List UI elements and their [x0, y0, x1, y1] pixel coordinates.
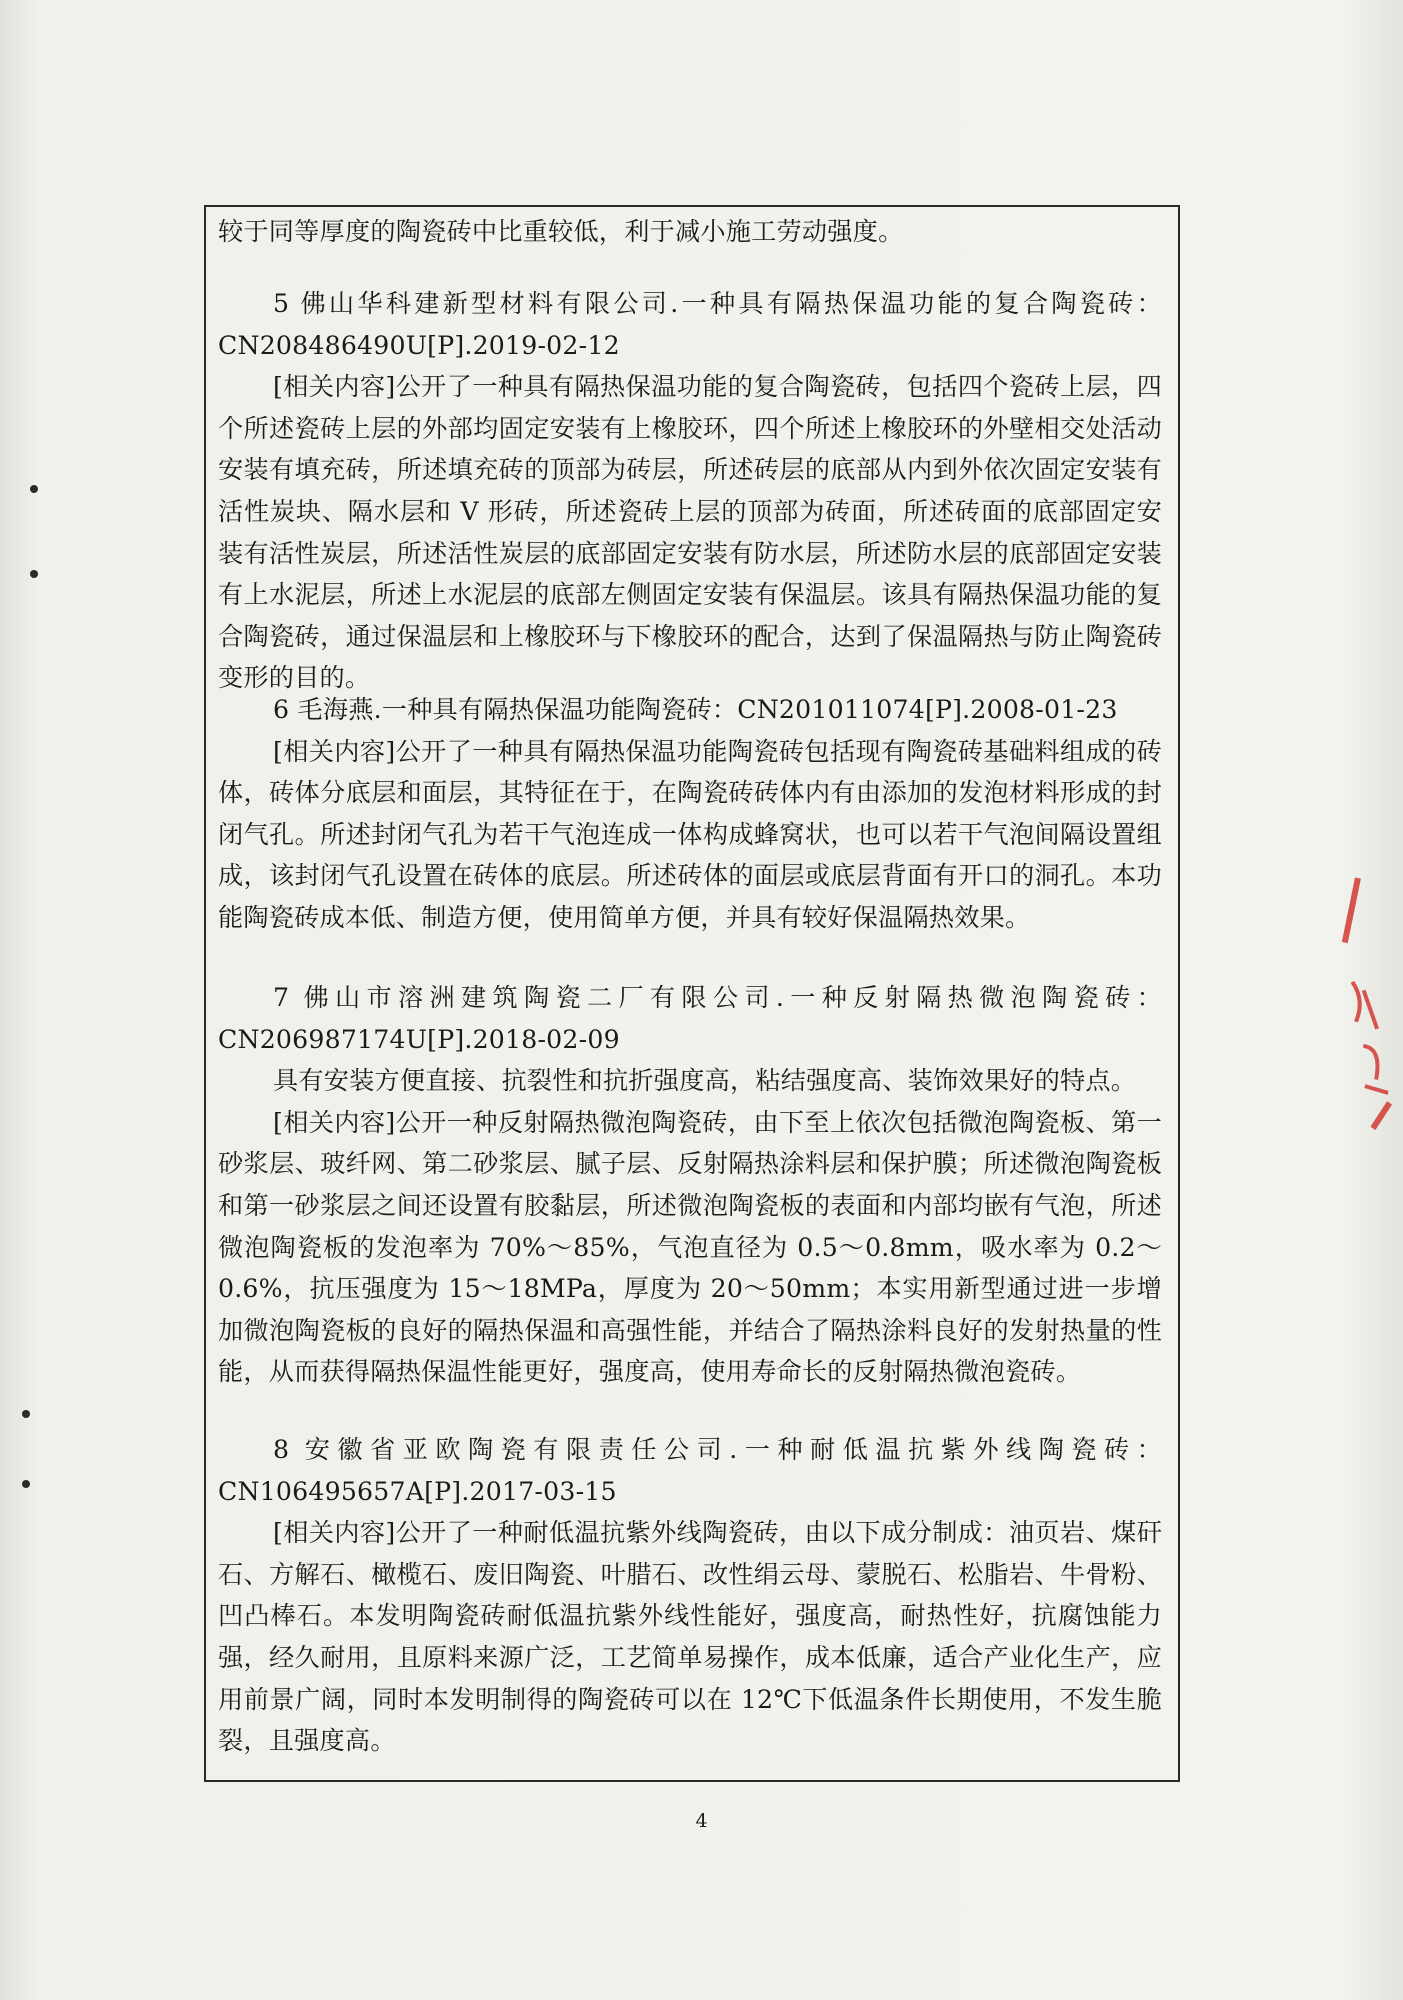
reference-entry-5: [218, 283, 1162, 699]
reference-summary: [相关内容]公开了一种具有隔热保温功能的复合陶瓷砖，包括四个瓷砖上层，四个所述瓷砖上层的外部均固定安装有上橡胶环，四个所述上橡胶环的外壁相交处活动安装有填充砖，所述填充砖的顶部为砖层，所述砖层的底部从内到外依次固定安装有活性炭块、隔水层和 V 形砖，所述瓷砖上层的顶部为砖面，所述砖面的底部固定安装有活性炭层，所述活性炭层的底部固定安装有防水层，所述防水层的底部固定安装有上水泥层，所述上水泥层的底部左侧固定安装有保温层。该具有隔热保温功能的复合陶瓷砖，通过保温层和上橡胶环与下橡胶环的配合，达到了保温隔热与防止陶瓷砖变形的目的。: [218, 372, 1162, 693]
reference-feature-note: 具有安装方便直接、抗裂性和抗折强度高，粘结强度高、装饰效果好的特点。: [273, 1066, 1137, 1096]
punch-hole-4: [22, 1480, 30, 1488]
reference-citation: 5 佛山华科建新型材料有限公司.一种具有隔热保温功能的复合陶瓷砖：CN208486490U[P].2019-02-12: [218, 289, 1162, 360]
entry-continuation-text: 较于同等厚度的陶瓷砖中比重较低，利于减小施工劳动强度。: [218, 217, 904, 246]
reference-summary: [相关内容]公开了一种耐低温抗紫外线陶瓷砖，由以下成分制成：油页岩、煤矸石、方解石、橄榄石、废旧陶瓷、叶腊石、改性绢云母、蒙脱石、松脂岩、牛骨粉、凹凸棒石。本发明陶瓷砖耐低温抗紫外线性能好，强度高，耐热性好，抗腐蚀能力强，经久耐用，且原料来源广泛，工艺简单易操作，成本低廉，适合产业化生产，应用前景广阔，同时本发明制得的陶瓷砖可以在 12℃下低温条件长期使用，不发生脆裂，且强度高。: [218, 1518, 1162, 1756]
page-number: 4: [695, 1810, 708, 1832]
punch-hole-2: [30, 570, 38, 578]
entry-continuation: [218, 211, 1162, 253]
reference-citation: 7 佛山市溶洲建筑陶瓷二厂有限公司.一种反射隔热微泡陶瓷砖：CN206987174U[P].2018-02-09: [218, 983, 1162, 1054]
reference-entry-8: [218, 1429, 1162, 1762]
punch-hole-3: [22, 1410, 30, 1418]
punch-hole-1: [30, 485, 38, 493]
reference-entry-6: [218, 689, 1162, 939]
reference-citation: 6 毛海燕.一种具有隔热保温功能陶瓷砖：CN201011074[P].2008-01-23: [273, 695, 1118, 724]
reference-box: [204, 205, 1180, 1782]
reference-entry-7: [218, 977, 1162, 1393]
reference-summary: [相关内容]公开一种反射隔热微泡陶瓷砖，由下至上依次包括微泡陶瓷板、第一砂浆层、玻纤网、第二砂浆层、腻子层、反射隔热涂料层和保护膜；所述微泡陶瓷板和第一砂浆层之间还设置有胶黏层，所述微泡陶瓷板的表面和内部均嵌有气泡，所述微泡陶瓷板的发泡率为 70%～85%，气泡直径为 0.5～0.8mm，吸水率为 0.2～0.6%，抗压强度为 15～18MPa，厚度为 20～50mm；本实用新型通过进一步增加微泡陶瓷板的良好的隔热保温和高强性能，并结合了隔热涂料良好的发射热量的性能，从而获得隔热保温性能更好，强度高，使用寿命长的反射隔热微泡瓷砖。: [218, 1107, 1162, 1387]
reference-summary: [相关内容]公开了一种具有隔热保温功能陶瓷砖包括现有陶瓷砖基础料组成的砖体，砖体分底层和面层，其特征在于，在陶瓷砖砖体内有由添加的发泡材料形成的封闭气孔。所述封闭气孔为若干气泡连成一体构成蜂窝状，也可以若干气泡间隔设置组成，该封闭气孔设置在砖体的底层。所述砖体的面层或底层背面有开口的洞孔。本功能陶瓷砖成本低、制造方便，使用简单方便，并具有较好保温隔热效果。: [218, 736, 1162, 932]
reference-citation: 8 安徽省亚欧陶瓷有限责任公司.一种耐低温抗紫外线陶瓷砖：CN106495657A[P].2017-03-15: [218, 1435, 1162, 1506]
